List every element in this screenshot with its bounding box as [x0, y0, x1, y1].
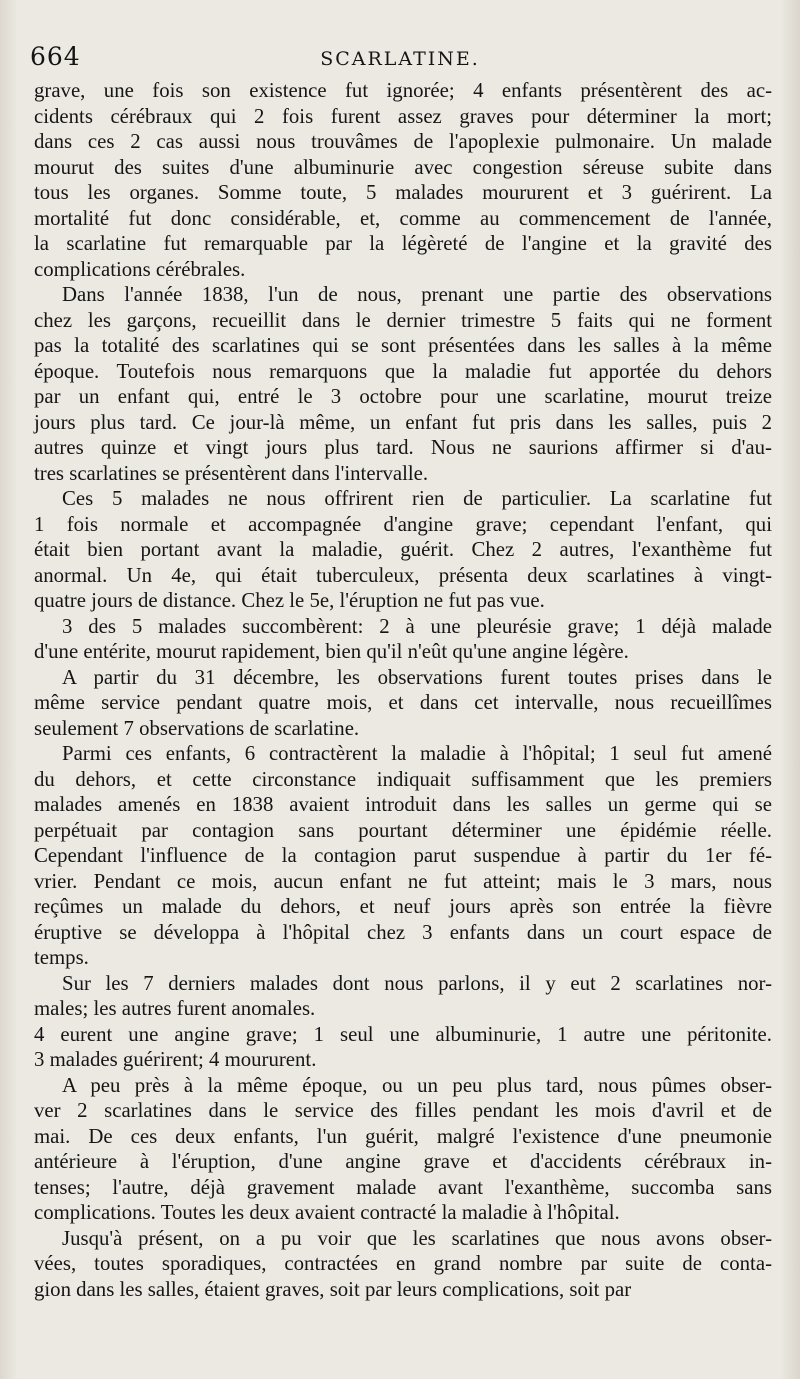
paragraph — [34, 78, 772, 282]
text-line: ver 2 scarlatines dans le service des filles pendant les mois d'avril et de — [34, 1099, 772, 1122]
text-line: autres quinze et vingt jours plus tard. Nous ne saurions affirmer si d'au- — [34, 436, 772, 459]
text-line: tres scarlatines se présentèrent dans l'intervalle. — [34, 461, 429, 485]
page-number: 664 — [30, 42, 81, 71]
text-line: époque. Toutefois nous remarquons que la maladie fut apportée du dehors — [34, 359, 772, 383]
text-line: gion dans les salles, étaient graves, soit par leurs complications, soit par — [34, 1277, 632, 1301]
text-line: jours plus tard. Ce jour-là même, un enfant fut pris dans les salles, puis 2 — [34, 410, 772, 434]
text-line: males; les autres furent anomales. — [34, 997, 316, 1020]
running-head: SCARLATINE. — [320, 48, 480, 70]
text-line: mai. De ces deux enfants, l'un guérit, malgré l'existence d'une pneumonie — [34, 1124, 772, 1148]
text-line: vrier. Pendant ce mois, aucun enfant ne fut atteint; mais le 3 mars, nous — [34, 869, 772, 893]
paragraph — [34, 971, 772, 1022]
text-line: du dehors, et cette circonstance indiquait suffisamment que les premiers — [34, 767, 772, 791]
text-line: Cependant l'influence de la contagion parut suspendue à partir du 1er fé- — [34, 844, 772, 867]
text-line: éruptive se développa à l'hôpital chez 3 enfants dans un court espace de — [34, 920, 772, 944]
text-line: chez les garçons, recueillit dans le dernier trimestre 5 faits qui ne forment — [34, 308, 772, 332]
paragraph — [34, 1022, 772, 1073]
text-line: 3 des 5 malades succombèrent: 2 à une pleurésie grave; 1 déjà malade — [62, 614, 772, 638]
paragraph — [34, 486, 772, 614]
text-line: Ces 5 malades ne nous offrirent rien de particulier. La scarlatine fut — [62, 487, 772, 510]
text-line: Dans l'année 1838, l'un de nous, prenant une partie des observations — [62, 283, 772, 306]
text-line: grave, une fois son existence fut ignorée; 4 enfants présentèrent des ac- — [34, 79, 772, 102]
text-line: perpétuait par contagion sans pourtant déterminer une épidémie réelle. — [34, 818, 772, 842]
text-line: antérieure à l'éruption, d'une angine grave et d'accidents cérébraux in- — [34, 1150, 772, 1173]
text-line: complications. Toutes les deux avaient contracté la maladie à l'hôpital. — [34, 1201, 620, 1224]
text-line: même service pendant quatre mois, et dans cet intervalle, nous recueillîmes — [34, 691, 772, 714]
text-line: par un enfant qui, entré le 3 octobre pour une scarlatine, mourut treize — [34, 385, 772, 408]
text-line: tous les organes. Somme toute, 5 malades moururent et 3 guérirent. La — [34, 181, 772, 204]
text-line: Sur les 7 derniers malades dont nous parlons, il y eut 2 scarlatines nor- — [62, 971, 772, 995]
text-line: A peu près à la même époque, ou un peu plus tard, nous pûmes obser- — [62, 1073, 772, 1097]
text-line: Jusqu'à présent, on a pu voir que les scarlatines que nous avons obser- — [62, 1226, 772, 1250]
text-line: tenses; l'autre, déjà gravement malade avant l'exanthème, succomba sans — [34, 1175, 772, 1199]
text-line: d'une entérite, mourut rapidement, bien qu'il n'eût qu'une angine légère. — [34, 640, 629, 663]
paragraph — [34, 741, 772, 971]
text-line: complications cérébrales. — [34, 257, 246, 281]
paragraph — [34, 1073, 772, 1226]
text-line: malades amenés en 1838 avaient introduit dans les salles un germe qui se — [34, 793, 772, 816]
body-text — [34, 78, 772, 1302]
text-line: était bien portant avant la maladie, guérit. Chez 2 autres, l'exanthème fut — [34, 538, 772, 561]
text-line: 4 eurent une angine grave; 1 seul une albuminurie, 1 autre une péritonite. — [34, 1022, 772, 1046]
text-line: la scarlatine fut remarquable par la légèreté de l'angine et la gravité des — [34, 232, 772, 255]
text-line: quatre jours de distance. Chez le 5e, l'éruption ne fut pas vue. — [34, 589, 545, 612]
text-line: 1 fois normale et accompagnée d'angine grave; cependant l'enfant, qui — [34, 512, 772, 536]
paragraph — [34, 614, 772, 665]
text-line: temps. — [34, 946, 89, 969]
text-line: seulement 7 observations de scarlatine. — [34, 716, 360, 740]
text-line: mortalité fut donc considérable, et, comme au commencement de l'année, — [34, 206, 772, 230]
text-line: mourut des suites d'une albuminurie avec congestion séreuse subite dans — [34, 155, 772, 179]
paragraph — [34, 1226, 772, 1303]
text-line: reçûmes un malade du dehors, et neuf jours après son entrée la fièvre — [34, 895, 772, 918]
paragraph — [34, 665, 772, 742]
text-line: Parmi ces enfants, 6 contractèrent la maladie à l'hôpital; 1 seul fut amené — [62, 742, 772, 765]
paragraph — [34, 282, 772, 486]
text-line: pas la totalité des scarlatines qui se sont présentées dans les salles à la même — [34, 334, 772, 357]
text-line: cidents cérébraux qui 2 fois furent assez graves pour déterminer la mort; — [34, 104, 772, 128]
text-line: A partir du 31 décembre, les observations furent toutes prises dans le — [62, 665, 772, 689]
page-header — [30, 42, 770, 76]
text-line: vées, toutes sporadiques, contractées en grand nombre par suite de conta- — [34, 1252, 772, 1275]
text-line: dans ces 2 cas aussi nous trouvâmes de l'apoplexie pulmonaire. Un malade — [34, 130, 772, 153]
text-line: anormal. Un 4e, qui était tuberculeux, présenta deux scarlatines à vingt- — [34, 563, 772, 587]
text-line: 3 malades guérirent; 4 moururent. — [34, 1048, 317, 1071]
